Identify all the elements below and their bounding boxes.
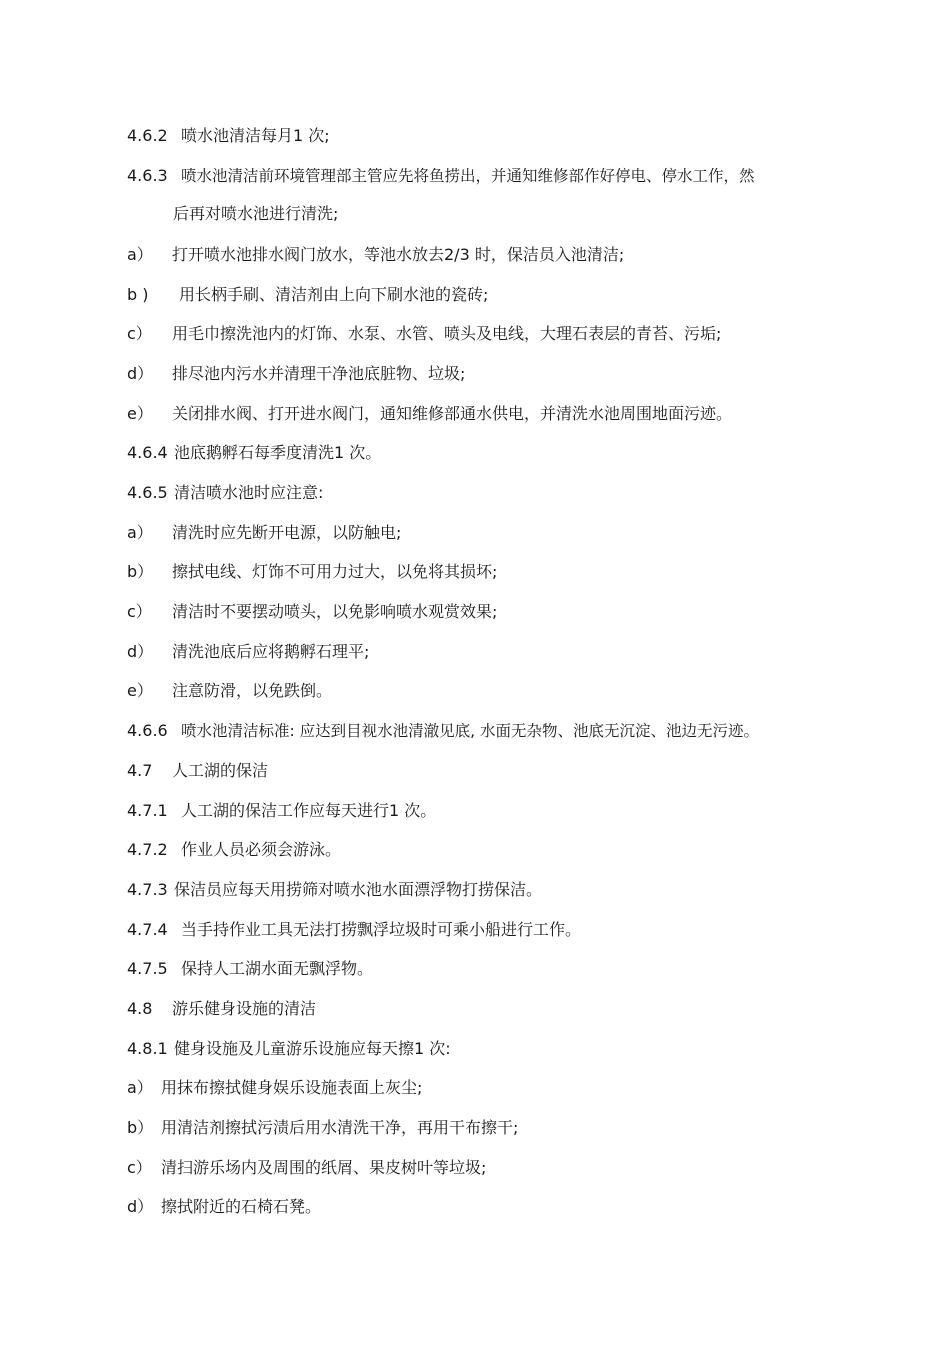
item-text: 清洁喷水池时应注意: bbox=[174, 483, 324, 502]
note-d bbox=[127, 642, 369, 662]
item-number: 4.8.1 bbox=[127, 1039, 168, 1058]
item-text: 用毛巾擦洗池内的灯饰、水泵、水管、喷头及电线，大理石表层的青苔、污垢; bbox=[172, 324, 722, 343]
item-text: 喷水池清洁前环境管理部主管应先将鱼捞出，并通知维修部作好停电、停水工作，然 bbox=[181, 167, 755, 185]
section-title: 人工湖的保洁 bbox=[172, 761, 269, 780]
item-letter: e） bbox=[127, 404, 153, 423]
item-text: 清洗时应先断开电源，以防触电; bbox=[172, 523, 402, 542]
item-number: 4.7.2 bbox=[127, 840, 168, 859]
item-letter: a） bbox=[127, 245, 153, 264]
item-text: 打开喷水池排水阀门放水，等池水放去2/3 时，保洁员入池清洁; bbox=[172, 245, 625, 264]
item-4-7-1 bbox=[127, 801, 436, 821]
item-text: 清洁时不要摆动喷头，以免影响喷水观赏效果; bbox=[172, 602, 498, 621]
item-number: 4.6.3 bbox=[127, 166, 168, 185]
item-text: 用长柄手刷、清洁剂由上向下刷水池的瓷砖; bbox=[179, 285, 489, 304]
item-text: 擦拭电线、灯饰不可用力过大，以免将其损坏; bbox=[172, 562, 498, 581]
step-e bbox=[127, 404, 732, 424]
note-b bbox=[127, 562, 497, 582]
item-letter: a） bbox=[127, 1078, 153, 1097]
item-text: 池底鹅孵石每季度清洗1 次。 bbox=[174, 443, 382, 462]
clean-d bbox=[127, 1197, 321, 1217]
item-number: 4.7.4 bbox=[127, 920, 168, 939]
item-letter: b） bbox=[127, 562, 154, 581]
item-4-7-3 bbox=[127, 880, 542, 900]
step-d bbox=[127, 364, 465, 384]
clean-a bbox=[127, 1078, 422, 1098]
item-text: 喷水池清洁每月1 次; bbox=[181, 126, 330, 145]
item-4-8-1 bbox=[127, 1039, 451, 1059]
item-letter: d） bbox=[127, 642, 154, 661]
item-letter: b） bbox=[127, 1118, 154, 1137]
step-a bbox=[127, 245, 624, 265]
note-c bbox=[127, 602, 497, 622]
item-number: 4.7.5 bbox=[127, 959, 168, 978]
section-4-8 bbox=[127, 999, 316, 1019]
item-text: 用抹布擦拭健身娱乐设施表面上灰尘; bbox=[161, 1078, 423, 1097]
item-text: 清扫游乐场内及周围的纸屑、果皮树叶等垃圾; bbox=[161, 1158, 487, 1177]
item-text: 擦拭附近的石椅石凳。 bbox=[161, 1197, 322, 1216]
item-4-6-5 bbox=[127, 483, 323, 503]
section-number: 4.8 bbox=[127, 999, 153, 1018]
item-text: 喷水池清洁标准: 应达到目视水池清澈见底, 水面无杂物、池底无沉淀、池边无污迹。 bbox=[181, 722, 760, 740]
clean-c bbox=[127, 1158, 486, 1178]
item-number: 4.6.6 bbox=[127, 721, 168, 740]
item-4-6-3 bbox=[127, 166, 755, 186]
item-letter: a） bbox=[127, 523, 153, 542]
item-4-7-2 bbox=[127, 840, 341, 860]
item-letter: b ) bbox=[127, 285, 149, 304]
item-4-6-4 bbox=[127, 443, 381, 463]
note-e bbox=[127, 681, 332, 701]
item-number: 4.6.4 bbox=[127, 443, 168, 462]
item-letter: d） bbox=[127, 1197, 154, 1216]
item-text: 当手持作业工具无法打捞飘浮垃圾时可乘小船进行工作。 bbox=[181, 920, 582, 939]
item-number: 4.7.3 bbox=[127, 880, 168, 899]
item-text: 人工湖的保洁工作应每天进行1 次。 bbox=[181, 801, 437, 820]
item-text: 关闭排水阀、打开进水阀门，通知维修部通水供电，并清洗水池周围地面污迹。 bbox=[172, 404, 733, 423]
item-4-6-6 bbox=[127, 721, 759, 741]
item-text: 健身设施及儿童游乐设施应每天擦1 次: bbox=[174, 1039, 451, 1058]
note-a bbox=[127, 523, 401, 543]
item-letter: d） bbox=[127, 364, 154, 383]
item-text: 作业人员必须会游泳。 bbox=[181, 840, 342, 859]
item-letter: e） bbox=[127, 681, 153, 700]
step-b bbox=[127, 285, 488, 305]
item-letter: c） bbox=[127, 1158, 152, 1177]
item-4-6-2 bbox=[127, 126, 330, 146]
section-number: 4.7 bbox=[127, 761, 153, 780]
section-title: 游乐健身设施的清洁 bbox=[172, 999, 317, 1018]
item-letter: c） bbox=[127, 602, 152, 621]
clean-b bbox=[127, 1118, 518, 1138]
item-text: 注意防滑，以免跌倒。 bbox=[172, 681, 333, 700]
item-number: 4.6.5 bbox=[127, 483, 168, 502]
item-number: 4.6.2 bbox=[127, 126, 168, 145]
item-text: 排尽池内污水并清理干净池底脏物、垃圾; bbox=[172, 364, 466, 383]
item-number: 4.7.1 bbox=[127, 801, 168, 820]
item-4-7-5 bbox=[127, 959, 373, 979]
item-4-7-4 bbox=[127, 920, 581, 940]
item-4-6-3-continuation bbox=[173, 204, 338, 224]
item-letter: c） bbox=[127, 324, 152, 343]
step-c bbox=[127, 324, 721, 344]
item-text: 保持人工湖水面无飘浮物。 bbox=[181, 959, 374, 978]
section-4-7 bbox=[127, 761, 268, 781]
item-text: 保洁员应每天用捞筛对喷水池水面漂浮物打捞保洁。 bbox=[174, 880, 543, 899]
item-text: 清洗池底后应将鹅孵石理平; bbox=[172, 642, 370, 661]
item-text: 用清洁剂擦拭污渍后用水清洗干净，再用干布擦干; bbox=[161, 1118, 519, 1137]
item-text: 后再对喷水池进行清洗; bbox=[173, 204, 339, 223]
